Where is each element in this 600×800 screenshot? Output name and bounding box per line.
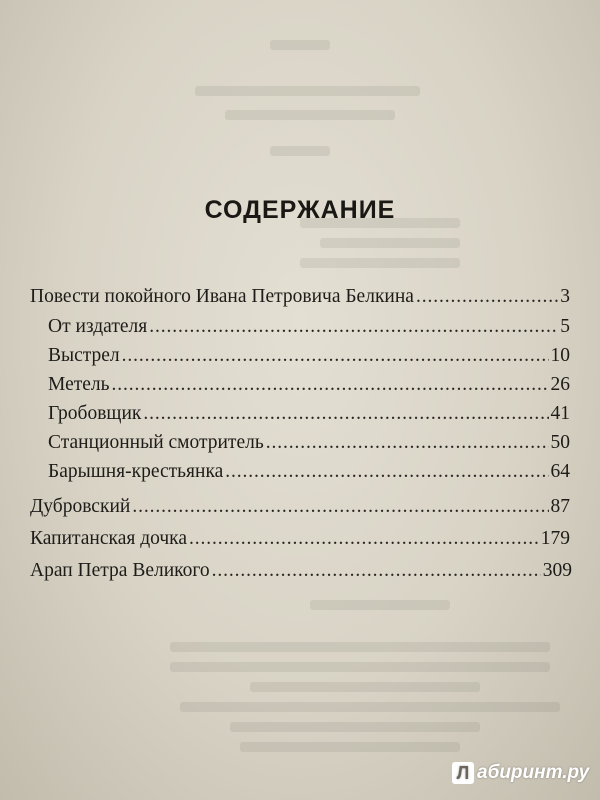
toc-entry xyxy=(30,284,570,310)
toc-entry xyxy=(30,494,570,520)
toc-entry-page: 309 xyxy=(542,560,572,581)
toc-entry-title: Дубровский xyxy=(30,496,131,517)
toc-leader-dots xyxy=(266,430,549,456)
toc-entry xyxy=(48,372,570,398)
toc-entry xyxy=(48,430,570,456)
toc-leader-dots xyxy=(112,372,549,398)
toc-leader-dots xyxy=(132,494,548,520)
toc-entry-page: 26 xyxy=(550,374,570,395)
toc-leader-dots xyxy=(143,401,548,427)
contents-heading: СОДЕРЖАНИЕ xyxy=(204,196,396,224)
toc-entry xyxy=(30,558,572,584)
toc-entry-page: 179 xyxy=(540,528,570,549)
toc-leader-dots xyxy=(122,343,549,369)
toc-entry xyxy=(48,401,570,427)
toc-entry-title: От издателя xyxy=(48,316,148,337)
toc-leader-dots xyxy=(225,459,548,485)
toc-entry-page: 87 xyxy=(550,496,570,517)
watermark-text: абиринт.ру xyxy=(477,762,590,783)
toc-leader-dots xyxy=(416,284,558,310)
toc-entry-title: Выстрел xyxy=(48,345,120,366)
toc-entry-title: Барышня-крестьянка xyxy=(48,461,224,482)
labirint-watermark xyxy=(452,762,589,784)
toc-entry-page: 10 xyxy=(550,345,570,366)
toc-entry-title: Арап Петра Великого xyxy=(30,560,210,581)
toc-entry-title: Капитанская дочка xyxy=(30,528,188,549)
toc-entry xyxy=(30,526,570,552)
toc-entry-page: 41 xyxy=(550,403,570,424)
toc-entry-title: Метель xyxy=(48,374,110,395)
toc-entry-page: 5 xyxy=(560,316,570,337)
toc-leader-dots xyxy=(149,314,558,340)
toc-entry xyxy=(48,459,570,485)
toc-entry xyxy=(48,343,570,369)
toc-entry-title: Повести покойного Ивана Петровича Белкина xyxy=(30,286,414,307)
toc-entry-title: Станционный смотритель xyxy=(48,432,264,453)
labirint-logo-icon: Л xyxy=(452,762,474,784)
toc-leader-dots xyxy=(212,558,541,584)
toc-entry-page: 3 xyxy=(560,286,570,307)
toc-leader-dots xyxy=(189,526,539,552)
toc-entry-page: 50 xyxy=(550,432,570,453)
toc-entry-page: 64 xyxy=(550,461,570,482)
toc-entry-title: Гробовщик xyxy=(48,403,142,424)
toc-entry xyxy=(48,314,570,340)
